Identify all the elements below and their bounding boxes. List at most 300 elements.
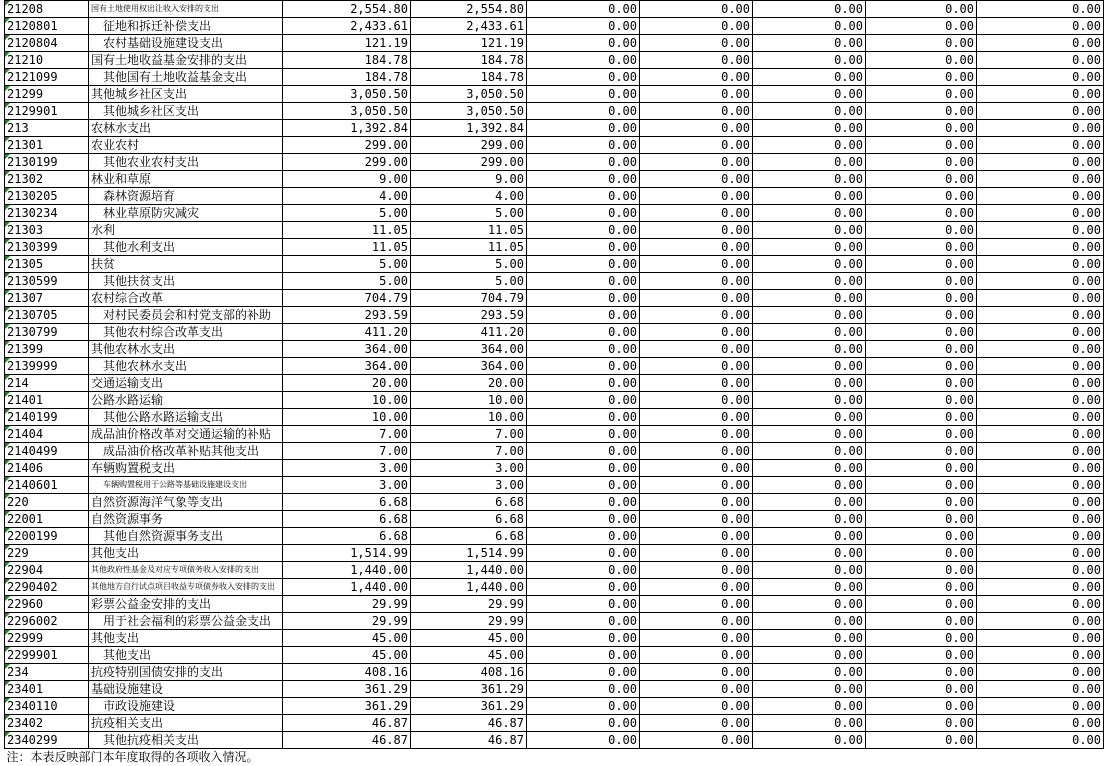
other-income-cell: 0.00	[640, 562, 753, 579]
other-income-cell: 0.00	[866, 273, 977, 290]
fiscal-allocation-cell: 3.00	[411, 460, 527, 477]
other-income-cell: 0.00	[640, 18, 753, 35]
other-income-cell: 0.00	[527, 545, 640, 562]
other-income-cell: 0.00	[753, 715, 866, 732]
subject-name-cell: 其他公路水路运输支出	[89, 409, 283, 426]
other-income-cell: 0.00	[640, 35, 753, 52]
subject-code-cell: 2130705	[5, 307, 89, 324]
total-cell: 364.00	[283, 358, 411, 375]
total-cell: 29.99	[283, 613, 411, 630]
table-row	[5, 290, 1104, 307]
subject-code-cell: 21301	[5, 137, 89, 154]
fiscal-allocation-cell: 45.00	[411, 630, 527, 647]
other-income-cell: 0.00	[977, 630, 1104, 647]
total-cell: 2,554.80	[283, 1, 411, 18]
other-income-cell: 0.00	[640, 375, 753, 392]
total-cell: 10.00	[283, 392, 411, 409]
other-income-cell: 0.00	[866, 205, 977, 222]
other-income-cell: 0.00	[527, 375, 640, 392]
other-income-cell: 0.00	[866, 290, 977, 307]
other-income-cell: 0.00	[753, 732, 866, 749]
table-body	[5, 1, 1104, 749]
other-income-cell: 0.00	[977, 732, 1104, 749]
other-income-cell: 0.00	[640, 613, 753, 630]
other-income-cell: 0.00	[866, 154, 977, 171]
table-row	[5, 562, 1104, 579]
subject-code-cell: 2290402	[5, 579, 89, 596]
table-row	[5, 715, 1104, 732]
other-income-cell: 0.00	[527, 52, 640, 69]
fiscal-allocation-cell: 29.99	[411, 613, 527, 630]
other-income-cell: 0.00	[866, 477, 977, 494]
subject-code-cell: 23401	[5, 681, 89, 698]
other-income-cell: 0.00	[640, 171, 753, 188]
other-income-cell: 0.00	[753, 171, 866, 188]
table-row	[5, 443, 1104, 460]
table-row	[5, 205, 1104, 222]
other-income-cell: 0.00	[977, 239, 1104, 256]
subject-code-cell: 2296002	[5, 613, 89, 630]
subject-code-cell: 21406	[5, 460, 89, 477]
table-row	[5, 324, 1104, 341]
total-cell: 9.00	[283, 171, 411, 188]
total-cell: 45.00	[283, 647, 411, 664]
table-row	[5, 426, 1104, 443]
subject-code-cell: 21399	[5, 341, 89, 358]
fiscal-allocation-cell: 20.00	[411, 375, 527, 392]
total-cell: 6.68	[283, 528, 411, 545]
other-income-cell: 0.00	[977, 494, 1104, 511]
other-income-cell: 0.00	[866, 698, 977, 715]
other-income-cell: 0.00	[866, 596, 977, 613]
total-cell: 364.00	[283, 341, 411, 358]
other-income-cell: 0.00	[753, 222, 866, 239]
other-income-cell: 0.00	[640, 256, 753, 273]
subject-name-cell: 其他农林水支出	[89, 358, 283, 375]
fiscal-allocation-cell: 361.29	[411, 681, 527, 698]
other-income-cell: 0.00	[753, 205, 866, 222]
other-income-cell: 0.00	[640, 647, 753, 664]
subject-code-cell: 22001	[5, 511, 89, 528]
subject-name-cell: 其他农业农村支出	[89, 154, 283, 171]
other-income-cell: 0.00	[753, 358, 866, 375]
total-cell: 3.00	[283, 460, 411, 477]
other-income-cell: 0.00	[753, 273, 866, 290]
other-income-cell: 0.00	[640, 154, 753, 171]
subject-code-cell: 2130799	[5, 324, 89, 341]
other-income-cell: 0.00	[866, 409, 977, 426]
subject-code-cell: 220	[5, 494, 89, 511]
subject-code-cell: 2130234	[5, 205, 89, 222]
other-income-cell: 0.00	[753, 290, 866, 307]
fiscal-allocation-cell: 6.68	[411, 528, 527, 545]
other-income-cell: 0.00	[527, 239, 640, 256]
other-income-cell: 0.00	[640, 545, 753, 562]
other-income-cell: 0.00	[866, 35, 977, 52]
other-income-cell: 0.00	[753, 681, 866, 698]
footnote: 注：本表反映部门本年度取得的各项收入情况。	[6, 750, 259, 764]
other-income-cell: 0.00	[866, 188, 977, 205]
subject-code-cell: 21302	[5, 171, 89, 188]
other-income-cell: 0.00	[753, 409, 866, 426]
fiscal-allocation-cell: 1,440.00	[411, 579, 527, 596]
other-income-cell: 0.00	[753, 596, 866, 613]
other-income-cell: 0.00	[977, 681, 1104, 698]
other-income-cell: 0.00	[866, 681, 977, 698]
fiscal-allocation-cell: 46.87	[411, 715, 527, 732]
other-income-cell: 0.00	[753, 69, 866, 86]
subject-code-cell: 21299	[5, 86, 89, 103]
subject-code-cell: 2140601	[5, 477, 89, 494]
other-income-cell: 0.00	[977, 545, 1104, 562]
total-cell: 6.68	[283, 511, 411, 528]
other-income-cell: 0.00	[527, 426, 640, 443]
subject-name-cell: 其他自然资源事务支出	[89, 528, 283, 545]
fiscal-allocation-cell: 5.00	[411, 205, 527, 222]
subject-code-cell: 21401	[5, 392, 89, 409]
other-income-cell: 0.00	[977, 443, 1104, 460]
other-income-cell: 0.00	[977, 375, 1104, 392]
subject-code-cell: 2130399	[5, 239, 89, 256]
subject-code-cell: 2120801	[5, 18, 89, 35]
other-income-cell: 0.00	[527, 681, 640, 698]
subject-name-cell: 抗疫特别国债安排的支出	[89, 664, 283, 681]
table-row	[5, 103, 1104, 120]
other-income-cell: 0.00	[527, 171, 640, 188]
other-income-cell: 0.00	[977, 154, 1104, 171]
subject-code-cell: 2130199	[5, 154, 89, 171]
total-cell: 299.00	[283, 137, 411, 154]
other-income-cell: 0.00	[527, 120, 640, 137]
subject-code-cell: 229	[5, 545, 89, 562]
fiscal-allocation-cell: 408.16	[411, 664, 527, 681]
total-cell: 4.00	[283, 188, 411, 205]
other-income-cell: 0.00	[527, 137, 640, 154]
subject-code-cell: 22999	[5, 630, 89, 647]
other-income-cell: 0.00	[753, 477, 866, 494]
subject-name-cell: 其他农林水支出	[89, 341, 283, 358]
other-income-cell: 0.00	[640, 409, 753, 426]
other-income-cell: 0.00	[640, 681, 753, 698]
other-income-cell: 0.00	[640, 137, 753, 154]
subject-name-cell: 征地和拆迁补偿支出	[89, 18, 283, 35]
fiscal-allocation-cell: 2,433.61	[411, 18, 527, 35]
subject-name-cell: 其他政府性基金及对应专项债务收入安排的支出	[89, 562, 283, 579]
other-income-cell: 0.00	[640, 698, 753, 715]
subject-code-cell: 21305	[5, 256, 89, 273]
other-income-cell: 0.00	[527, 562, 640, 579]
fiscal-allocation-cell: 6.68	[411, 494, 527, 511]
subject-code-cell: 21210	[5, 52, 89, 69]
fiscal-allocation-cell: 299.00	[411, 154, 527, 171]
total-cell: 3.00	[283, 477, 411, 494]
subject-name-cell: 交通运输支出	[89, 375, 283, 392]
other-income-cell: 0.00	[977, 137, 1104, 154]
subject-name-cell: 其他农村综合改革支出	[89, 324, 283, 341]
subject-code-cell: 21307	[5, 290, 89, 307]
table-row	[5, 596, 1104, 613]
other-income-cell: 0.00	[527, 205, 640, 222]
other-income-cell: 0.00	[640, 273, 753, 290]
other-income-cell: 0.00	[977, 18, 1104, 35]
other-income-cell: 0.00	[866, 460, 977, 477]
other-income-cell: 0.00	[866, 324, 977, 341]
other-income-cell: 0.00	[866, 222, 977, 239]
other-income-cell: 0.00	[753, 188, 866, 205]
other-income-cell: 0.00	[753, 443, 866, 460]
other-income-cell: 0.00	[753, 494, 866, 511]
other-income-cell: 0.00	[753, 698, 866, 715]
subject-name-cell: 国有土地收益基金安排的支出	[89, 52, 283, 69]
other-income-cell: 0.00	[640, 1, 753, 18]
total-cell: 299.00	[283, 154, 411, 171]
total-cell: 361.29	[283, 681, 411, 698]
other-income-cell: 0.00	[977, 460, 1104, 477]
other-income-cell: 0.00	[977, 409, 1104, 426]
subject-code-cell: 214	[5, 375, 89, 392]
other-income-cell: 0.00	[527, 630, 640, 647]
other-income-cell: 0.00	[527, 273, 640, 290]
other-income-cell: 0.00	[977, 647, 1104, 664]
table-row	[5, 52, 1104, 69]
table-row	[5, 188, 1104, 205]
other-income-cell: 0.00	[753, 613, 866, 630]
subject-name-cell: 其他国有土地收益基金支出	[89, 69, 283, 86]
total-cell: 2,433.61	[283, 18, 411, 35]
fiscal-allocation-cell: 10.00	[411, 409, 527, 426]
total-cell: 1,440.00	[283, 579, 411, 596]
fiscal-allocation-cell: 9.00	[411, 171, 527, 188]
subject-code-cell: 23402	[5, 715, 89, 732]
other-income-cell: 0.00	[977, 477, 1104, 494]
subject-code-cell: 2130599	[5, 273, 89, 290]
other-income-cell: 0.00	[753, 1, 866, 18]
other-income-cell: 0.00	[977, 613, 1104, 630]
other-income-cell: 0.00	[866, 239, 977, 256]
subject-name-cell: 其他支出	[89, 630, 283, 647]
total-cell: 704.79	[283, 290, 411, 307]
total-cell: 361.29	[283, 698, 411, 715]
subject-name-cell: 抗疫相关支出	[89, 715, 283, 732]
total-cell: 1,440.00	[283, 562, 411, 579]
subject-name-cell: 其他扶贫支出	[89, 273, 283, 290]
fiscal-allocation-cell: 1,392.84	[411, 120, 527, 137]
other-income-cell: 0.00	[977, 358, 1104, 375]
other-income-cell: 0.00	[866, 1, 977, 18]
other-income-cell: 0.00	[753, 154, 866, 171]
other-income-cell: 0.00	[866, 120, 977, 137]
other-income-cell: 0.00	[527, 528, 640, 545]
other-income-cell: 0.00	[977, 188, 1104, 205]
other-income-cell: 0.00	[977, 528, 1104, 545]
subject-name-cell: 车辆购置税用于公路等基础设施建设支出	[89, 477, 283, 494]
other-income-cell: 0.00	[977, 664, 1104, 681]
other-income-cell: 0.00	[866, 494, 977, 511]
other-income-cell: 0.00	[753, 392, 866, 409]
table-row	[5, 664, 1104, 681]
subject-name-cell: 自然资源海洋气象等支出	[89, 494, 283, 511]
fiscal-allocation-cell: 7.00	[411, 443, 527, 460]
subject-code-cell: 21303	[5, 222, 89, 239]
subject-name-cell: 市政设施建设	[89, 698, 283, 715]
subject-name-cell: 成品油价格改革对交通运输的补贴	[89, 426, 283, 443]
table-row	[5, 477, 1104, 494]
other-income-cell: 0.00	[527, 596, 640, 613]
fiscal-allocation-cell: 364.00	[411, 341, 527, 358]
other-income-cell: 0.00	[527, 732, 640, 749]
table-row	[5, 613, 1104, 630]
other-income-cell: 0.00	[527, 715, 640, 732]
other-income-cell: 0.00	[753, 460, 866, 477]
subject-name-cell: 对村民委员会和村党支部的补助	[89, 307, 283, 324]
fiscal-allocation-cell: 7.00	[411, 426, 527, 443]
fiscal-allocation-cell: 5.00	[411, 273, 527, 290]
other-income-cell: 0.00	[977, 715, 1104, 732]
table-row	[5, 460, 1104, 477]
other-income-cell: 0.00	[753, 375, 866, 392]
total-cell: 11.05	[283, 222, 411, 239]
other-income-cell: 0.00	[527, 290, 640, 307]
table-row	[5, 154, 1104, 171]
subject-name-cell: 其他水利支出	[89, 239, 283, 256]
total-cell: 5.00	[283, 273, 411, 290]
subject-code-cell: 2299901	[5, 647, 89, 664]
other-income-cell: 0.00	[866, 630, 977, 647]
other-income-cell: 0.00	[977, 426, 1104, 443]
other-income-cell: 0.00	[640, 392, 753, 409]
table-row	[5, 732, 1104, 749]
other-income-cell: 0.00	[753, 35, 866, 52]
subject-name-cell: 基础设施建设	[89, 681, 283, 698]
total-cell: 5.00	[283, 205, 411, 222]
total-cell: 5.00	[283, 256, 411, 273]
table-row	[5, 647, 1104, 664]
other-income-cell: 0.00	[977, 392, 1104, 409]
subject-name-cell: 林业和草原	[89, 171, 283, 188]
total-cell: 6.68	[283, 494, 411, 511]
fiscal-allocation-cell: 10.00	[411, 392, 527, 409]
other-income-cell: 0.00	[977, 579, 1104, 596]
other-income-cell: 0.00	[866, 664, 977, 681]
table-row	[5, 171, 1104, 188]
other-income-cell: 0.00	[640, 494, 753, 511]
total-cell: 46.87	[283, 732, 411, 749]
other-income-cell: 0.00	[640, 579, 753, 596]
table-row	[5, 545, 1104, 562]
fiscal-allocation-cell: 299.00	[411, 137, 527, 154]
other-income-cell: 0.00	[527, 477, 640, 494]
total-cell: 46.87	[283, 715, 411, 732]
other-income-cell: 0.00	[527, 664, 640, 681]
subject-name-cell: 用于社会福利的彩票公益金支出	[89, 613, 283, 630]
subject-code-cell: 213	[5, 120, 89, 137]
subject-code-cell: 2129901	[5, 103, 89, 120]
table-row	[5, 273, 1104, 290]
fiscal-allocation-cell: 364.00	[411, 358, 527, 375]
other-income-cell: 0.00	[640, 358, 753, 375]
other-income-cell: 0.00	[753, 18, 866, 35]
other-income-cell: 0.00	[640, 341, 753, 358]
fiscal-allocation-cell: 11.05	[411, 239, 527, 256]
other-income-cell: 0.00	[640, 426, 753, 443]
fiscal-allocation-cell: 411.20	[411, 324, 527, 341]
subject-name-cell: 林业草原防灾减灾	[89, 205, 283, 222]
other-income-cell: 0.00	[977, 307, 1104, 324]
subject-code-cell: 2120804	[5, 35, 89, 52]
table-row	[5, 341, 1104, 358]
other-income-cell: 0.00	[753, 120, 866, 137]
table-row	[5, 681, 1104, 698]
other-income-cell: 0.00	[640, 222, 753, 239]
other-income-cell: 0.00	[977, 205, 1104, 222]
total-cell: 3,050.50	[283, 103, 411, 120]
other-income-cell: 0.00	[527, 35, 640, 52]
total-cell: 411.20	[283, 324, 411, 341]
fiscal-allocation-cell: 3.00	[411, 477, 527, 494]
other-income-cell: 0.00	[753, 511, 866, 528]
fiscal-allocation-cell: 1,440.00	[411, 562, 527, 579]
other-income-cell: 0.00	[977, 69, 1104, 86]
other-income-cell: 0.00	[527, 698, 640, 715]
fiscal-allocation-cell: 4.00	[411, 188, 527, 205]
subject-name-cell: 扶贫	[89, 256, 283, 273]
other-income-cell: 0.00	[640, 460, 753, 477]
subject-name-cell: 森林资源培育	[89, 188, 283, 205]
other-income-cell: 0.00	[753, 545, 866, 562]
table-row	[5, 698, 1104, 715]
other-income-cell: 0.00	[527, 409, 640, 426]
total-cell: 11.05	[283, 239, 411, 256]
total-cell: 1,514.99	[283, 545, 411, 562]
total-cell: 10.00	[283, 409, 411, 426]
other-income-cell: 0.00	[527, 188, 640, 205]
other-income-cell: 0.00	[527, 86, 640, 103]
other-income-cell: 0.00	[640, 188, 753, 205]
total-cell: 7.00	[283, 426, 411, 443]
other-income-cell: 0.00	[977, 341, 1104, 358]
subject-name-cell: 自然资源事务	[89, 511, 283, 528]
other-income-cell: 0.00	[640, 307, 753, 324]
other-income-cell: 0.00	[527, 18, 640, 35]
other-income-cell: 0.00	[866, 52, 977, 69]
fiscal-allocation-cell: 2,554.80	[411, 1, 527, 18]
fiscal-allocation-cell: 45.00	[411, 647, 527, 664]
subject-name-cell: 国有土地使用权出让收入安排的支出	[89, 1, 283, 18]
other-income-cell: 0.00	[640, 205, 753, 222]
table-row	[5, 1, 1104, 18]
other-income-cell: 0.00	[527, 307, 640, 324]
other-income-cell: 0.00	[527, 69, 640, 86]
total-cell: 121.19	[283, 35, 411, 52]
subject-name-cell: 其他支出	[89, 545, 283, 562]
other-income-cell: 0.00	[640, 596, 753, 613]
subject-code-cell: 2121099	[5, 69, 89, 86]
total-cell: 20.00	[283, 375, 411, 392]
other-income-cell: 0.00	[977, 273, 1104, 290]
other-income-cell: 0.00	[640, 86, 753, 103]
subject-name-cell: 彩票公益金安排的支出	[89, 596, 283, 613]
total-cell: 184.78	[283, 52, 411, 69]
other-income-cell: 0.00	[753, 562, 866, 579]
other-income-cell: 0.00	[977, 698, 1104, 715]
subject-name-cell: 其他抗疫相关支出	[89, 732, 283, 749]
other-income-cell: 0.00	[866, 375, 977, 392]
other-income-cell: 0.00	[977, 290, 1104, 307]
table-row	[5, 307, 1104, 324]
other-income-cell: 0.00	[866, 137, 977, 154]
other-income-cell: 0.00	[527, 324, 640, 341]
other-income-cell: 0.00	[640, 52, 753, 69]
